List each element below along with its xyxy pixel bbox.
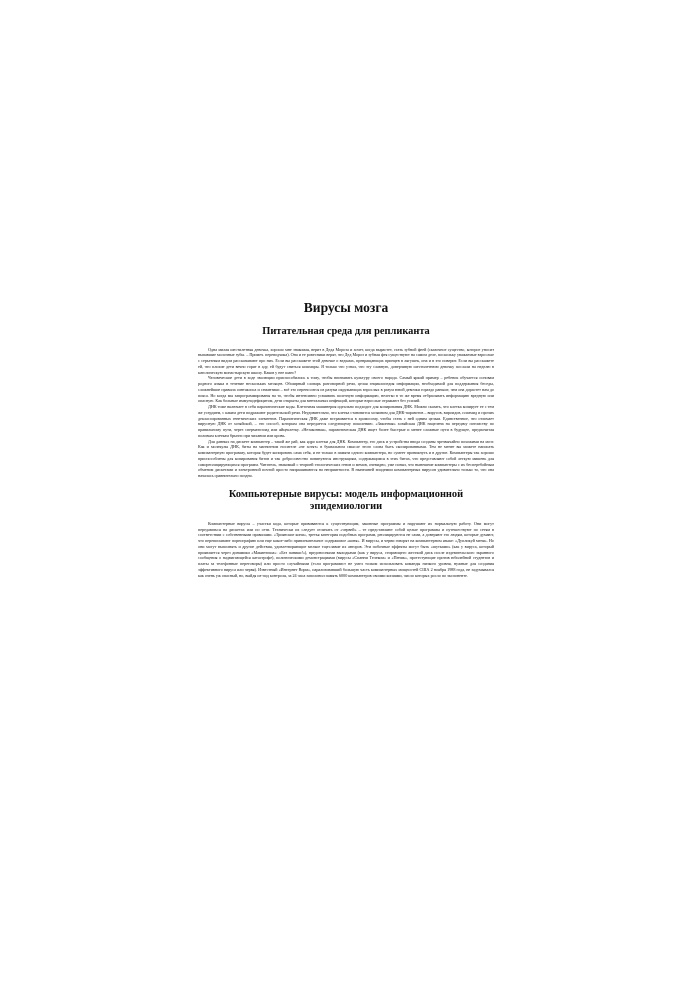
section-1-title: Питательная среда для репликанта xyxy=(262,326,430,337)
paragraph: ДНК тоже включает в себя паразитические коды. Клеточная машинерия идеально подходит для копирования ДНК. Можно сказать, что клетка копирует ее с тем же усердием, с каким дети подражают родительской речи. Неудивительно, что клетка становится хозяином для ДНК-паразитов – вирусов, вироидов, плазмид и прочих деклассированных генетических элементов. Паразитическая ДНК даже встраивается в хромосому, чтобы стать с ней одним целым. Единственное, что отличает вирусную ДНК от хозяйской, – это способ, которым она передается следующему поколению. «Законная» хозяйская ДНК нацелена на передачу потомству по правильному пути, через сперматозоид или яйцеклетку. «Незаконная», паразитическая ДНК ищет более быстрые и менее сложные пути в будущее, предпочитая половым клеткам брызги при чихании или кровь. xyxy=(198,404,494,438)
paragraph: Одна милая шестилетняя девочка, хорошо мне знакомая, верит в Деда Мороза и хочет, когда вырастет, стать зубной феей (сказочное существо, которое уносит выпавшие молочные зубы. – Примеч. переводчика). Она и ее ровесники верят, что Дед Мороз и зубная фея существуют на самом деле, поскольку уважаемые взрослые с серьезным видом рассказывают про них. Если вы расскажете этой девочке о ведьмах, превращающих принцев в лягушек, она и в это поверит. Если вы расскажете ей, что плохие дети вечно горят в аду, ей будут сниться кошмары. Я только что узнал, что эту славную, доверчивую шестилетнюю девочку послали на неделю в католическую монастырскую школу. Каков у нее шанс? xyxy=(198,346,494,375)
section-2-title: Компьютерные вирусы: модель информационной эпидемиологии xyxy=(228,488,464,513)
paragraph: Человеческие дети в ходе эволюции приспособились к тому, чтобы впитывать культуру своего народа. Самый яркий пример – ребенок обучается основам родного языка в течение нескольких месяцев. Обширный словарь разговорной речи, целая энциклопедия информации, необходимой для поддержания беседы, сложнейшие правила синтаксиса и семантики – всё это переносится из разума окружающих взрослых в разум юной девочки гораздо раньше, чем она дорастет нам до пояса. Но когда мы запрограммированы на то, чтобы интенсивно усваивать полезную информацию, нелегко в то же время отбрасывать информацию вредную или опасную. Как больные иммунодефицитом, дети открыты для ментальных инфекций, которые взрослые отражают без усилий. xyxy=(198,375,494,404)
section-2 xyxy=(198,489,494,579)
paragraph: Компьютерные вирусы – участки кода, которые прививаются к существующим, законные программы и нарушают их нормальную работу. Они могут передаваться на дискетах или по сети. Технически их следует отличать от «червей» – те представляют собой целые программы и путешествуют по сетям в соответствии с собственными правилами. «Троянские кони», третья категория подобных программ, реплицируются не сами, а доверяют это людям, которые думают, что переписывают порнографию или еще какое-либо привлекательное содержимое «коня». И вирусы, и черви говорят на компьютерном языке: «Дупликуй меня». Но они могут выполнять и другие действия, удовлетворяющие мелкое тщеславие их авторов. Эти побочные эффекты могут быть «шутками» (как у вируса, который проявляется через динамики «Макинтоша»: «Без паники!»), вредоносными выходками (как у вируса, стирающего жесткий диск после издевательского экранного сообщения о надвигающейся катастрофе), политическими демонстрациями (вирусы «Спанни Телеком» и «Пеник», протестующие против юбилейной студентов и платы за телефонные переговоры) или просто случайными (если программист не умел толком использовать команды низкого уровня, нужные для создания эффективного вируса или червя). Известный «Интернет Ворм», парализовавший большую часть компьютерных мощностей США 2 ноября 1988 года, не задумывался как очень уж опасный, но, выйдя из-под контроля, за 24 часа заполонил память 6000 компьютеров своими копиями, число которых росло по экспоненте. xyxy=(198,520,494,578)
chapter-title: Вирусы мозга xyxy=(303,300,389,315)
book-page xyxy=(198,300,494,578)
section-1 xyxy=(198,326,494,479)
paragraph: Для данных на дискете компьютер – такой же рай, как ядро клетки для ДНК. Компьютер, его диск и устройства ввода созданы чрезвычайно похожими на мозг. Как и молекулы ДНК, биты на магнитном носителе «не хотят» в буквальном смысле этого слова быть скопированными. Тем не менее вы можете написать компьютерную программу, которая будет копировать сама себя, и не только в памяти одного компьютера, но сумеет проникнуть и в другие. Компьютеры так хорошо приспособлены для копирования битов и так добросовестно повинуются инструкциям, содержащимся в этих битах, что представляют собой легкую мишень для самореплицирующихся программ. Читатель, знакомый с теорией этологических генов и мемов, очевидно, уже понял, что нынешние компьютеры с их бесперебойным обменом дискетами и электронной почтой просто напрашиваются на неприятности. В нынешней эпидемии компьютерных вирусов удивительно только то, что она началась сравнительно поздно. xyxy=(198,438,494,478)
